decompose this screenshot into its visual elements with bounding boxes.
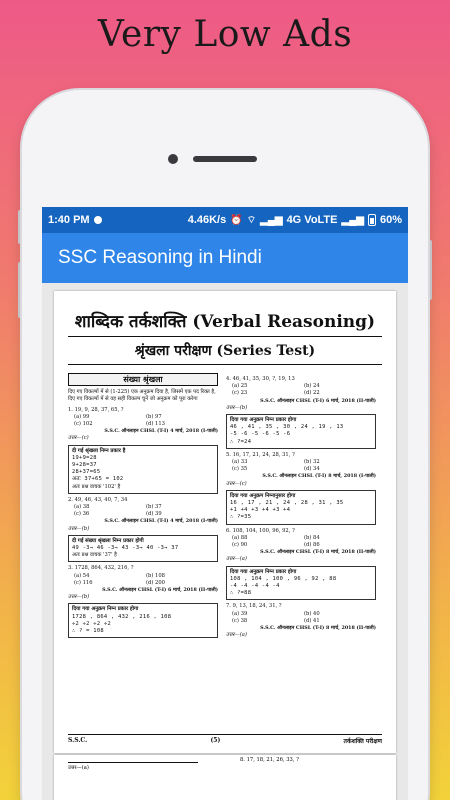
question-block xyxy=(68,565,218,601)
solution-line: 28+37=65 xyxy=(72,469,101,476)
exam-source: S.S.C. ऑनलाइन CHSL (T-I) 8 मार्च, 2018 (II-पाली) xyxy=(260,625,376,632)
option: (b) 97 xyxy=(146,413,162,420)
exam-source: S.S.C. ऑनलाइन CHSL (T-I) 6 मार्च, 2018 (II-पाली) xyxy=(102,587,218,594)
signal-bars-icon: ▂▄▆ xyxy=(341,214,364,226)
answer: उत्तर—(a) xyxy=(226,556,247,563)
footer-left: S.S.C. xyxy=(68,737,88,744)
app-title: SSC Reasoning in Hindi xyxy=(58,247,262,268)
option: (a) 54 xyxy=(74,572,90,579)
exam-source: S.S.C. ऑनलाइन CHSL (T-I) 4 मार्च, 2018 (I-पाली) xyxy=(104,428,218,435)
exam-source: S.S.C. ऑनलाइन CHSL (T-I) 8 मार्च, 2018 (II-पाली) xyxy=(260,549,376,556)
question-block xyxy=(226,528,376,564)
option: (a) 99 xyxy=(74,413,90,420)
option: (d) 200 xyxy=(146,579,165,586)
left-column xyxy=(68,373,218,640)
option: (a) 33 xyxy=(232,459,248,466)
solution-box xyxy=(68,603,218,638)
exam-source: S.S.C. ऑनलाइन CHSL (T-I) 4 मार्च, 2018 (I-पाली) xyxy=(104,518,218,525)
option: (b) 32 xyxy=(304,459,320,466)
option: (c) 35 xyxy=(232,466,248,473)
solution-title: दिया गया अनुक्रम निम्न प्रकार होगा xyxy=(72,606,139,613)
option: (b) 37 xyxy=(146,504,162,511)
solution-line: -5 -6 -5 -6 -5 -6 xyxy=(230,431,291,438)
footer-divider xyxy=(68,734,382,735)
option: (a) 88 xyxy=(232,534,248,541)
footer-right: तर्कशक्ति परीक्षण xyxy=(343,738,382,745)
solution-line: अतः 37+65 = 102 xyxy=(72,476,124,483)
option: (c) 38 xyxy=(232,617,248,624)
solution-title: दिया गया अनुक्रम निम्न प्रकार होगा xyxy=(230,417,297,424)
solution-box xyxy=(226,566,376,601)
right-column xyxy=(226,373,376,640)
question-text: 4. 46, 41, 35, 30, ?, 19, 13 xyxy=(226,376,295,382)
solution-box xyxy=(68,445,218,494)
chapter-title: शाब्दिक तर्कशक्ति (Verbal Reasoning) xyxy=(74,312,376,332)
solution-box xyxy=(226,414,376,449)
option: (d) 41 xyxy=(304,617,320,624)
front-camera-icon xyxy=(168,154,178,164)
next-page-question: 8. 17, 18, 21, 26, 33, ? xyxy=(240,757,299,763)
solution-title: दी गई श्रृंखला निम्न प्रकार है xyxy=(72,447,126,454)
answer: उत्तर—(b) xyxy=(68,525,90,532)
exam-source: S.S.C. ऑनलाइन CHSL (T-I) 8 मार्च, 2018 (I-पाली) xyxy=(262,473,376,480)
next-page-answer: उत्तर—(a) xyxy=(68,765,89,771)
pdf-viewer[interactable] xyxy=(42,283,408,800)
notification-dot-icon xyxy=(94,216,102,224)
intro-text: दिए गए विकल्पों में से (1-225) एक अनुक्रम दिया है, जिसमें एक पद रिक्त है, दिए गए विकल्पों में से वह सही विकल्प चुनें जो अनुक्रम को पूरा करेगा xyxy=(68,389,216,403)
option: (a) 25 xyxy=(232,383,248,390)
chapter-subtitle: श्रृंखला परीक्षण (Series Test) xyxy=(134,343,316,359)
option: (d) 86 xyxy=(304,542,320,549)
option: (a) 39 xyxy=(232,610,248,617)
answer: उत्तर—(b) xyxy=(68,594,90,601)
option: (d) 113 xyxy=(146,421,165,428)
solution-line: 9+28=37 xyxy=(72,462,97,469)
signal-icon: ▂▄▆ xyxy=(260,214,283,226)
answer: उत्तर—(b) xyxy=(226,404,248,411)
solution-title: दिया गया अनुक्रम निम्नानुसार होगा xyxy=(230,492,296,499)
option: (c) 36 xyxy=(74,511,90,518)
option: (c) 116 xyxy=(74,579,93,586)
status-time: 1:40 PM xyxy=(48,214,90,226)
subtitle-divider xyxy=(68,364,382,365)
earpiece-speaker xyxy=(193,156,257,162)
option: (b) 84 xyxy=(304,534,320,541)
promo-headline: Very Low Ads xyxy=(97,14,353,55)
exam-source: S.S.C. ऑनलाइन CHSL (T-I) 6 मार्च, 2018 (II-पाली) xyxy=(260,397,376,404)
solution-line: ∴ ?=88 xyxy=(230,590,252,597)
answer: उत्तर—(c) xyxy=(226,480,247,487)
solution-title: दी गई संख्या श्रृंखला निम्न प्रकार होगी xyxy=(72,537,144,544)
page-number: (5) xyxy=(210,737,221,744)
option: (b) 24 xyxy=(304,383,320,390)
option: (a) 38 xyxy=(74,504,90,511)
battery-level: 60% xyxy=(379,214,402,226)
solution-line: ∴ ?=24 xyxy=(230,438,252,445)
solution-line: -4 -4 -4 -4 -4 xyxy=(230,583,280,590)
question-text: 7. 9, 13, 18, 24, 31, ? xyxy=(226,603,282,610)
option: (c) 90 xyxy=(232,542,248,549)
network-type: 4G VoLTE xyxy=(286,214,338,226)
section-heading: संख्या श्रृंखला xyxy=(68,373,218,386)
option: (b) 108 xyxy=(146,572,165,579)
solution-line: 108 , 104 , 100 , 96 , 92 , 88 xyxy=(230,575,337,582)
option: (c) 102 xyxy=(74,421,93,428)
battery-icon xyxy=(368,214,376,226)
question-block xyxy=(68,407,218,443)
question-text: 2. 49, 46, 43, 40, 7, 34 xyxy=(68,496,128,503)
title-divider xyxy=(68,336,382,337)
network-speed: 4.46K/s xyxy=(187,214,227,226)
option: (d) 34 xyxy=(304,466,320,473)
option: (d) 39 xyxy=(146,511,162,518)
question-text: 3. 1728, 864, 432, 216, ? xyxy=(68,565,134,572)
answer: उत्तर—(a) xyxy=(226,632,247,639)
question-block xyxy=(226,376,376,412)
app-bar xyxy=(42,233,408,283)
pdf-page xyxy=(54,291,396,753)
solution-line: ∴ ?=35 xyxy=(230,514,252,521)
wifi-icon: ⌔ xyxy=(246,214,257,226)
solution-line: 49 -3→ 46 -3→ 43 -3→ 40 -3→ 37 xyxy=(72,545,179,552)
question-block xyxy=(226,603,376,639)
solution-line: 16 , 17 , 21 , 24 , 28 , 31 , 35 xyxy=(230,500,344,507)
answer: उत्तर—(c) xyxy=(68,435,89,442)
page-footer xyxy=(68,737,382,745)
question-text: 5. 16, 17, 21, 24, 28, 31, ? xyxy=(226,451,295,458)
solution-line: ∴ ? = 108 xyxy=(72,628,104,635)
status-bar xyxy=(42,207,408,233)
option: (c) 23 xyxy=(232,390,248,397)
option: (d) 22 xyxy=(304,390,320,397)
solution-box xyxy=(68,535,218,563)
question-text: 6. 108, 104, 100, 96, 92, ? xyxy=(226,527,295,534)
solution-line: 19+9=28 xyxy=(72,454,97,461)
solution-box xyxy=(226,490,376,525)
solution-title: दिया गया अनुक्रम निम्न प्रकार होगा xyxy=(230,568,297,575)
solution-line: +1 +4 +3 +4 +3 +4 xyxy=(230,507,291,514)
question-block xyxy=(68,497,218,533)
solution-line: 46 , 41 , 35 , 30 , 24 , 19 , 13 xyxy=(230,424,344,431)
phone-screen xyxy=(42,207,408,800)
question-block xyxy=(226,452,376,488)
solution-line: 1728 , 864 , 432 , 216 , 108 xyxy=(72,613,172,620)
alarm-icon: ⏰ xyxy=(230,214,243,226)
question-text: 1. 19, 9, 28, 37, 65, ? xyxy=(68,406,124,413)
solution-line: अतः प्रश्न वाचक '37' है xyxy=(72,552,117,559)
option: (b) 40 xyxy=(304,610,320,617)
next-pdf-page xyxy=(54,755,396,800)
solution-line: ÷2 ÷2 ÷2 ÷2 xyxy=(72,620,111,627)
solution-line: अतः प्रश्न वाचक '102' है xyxy=(72,483,121,490)
